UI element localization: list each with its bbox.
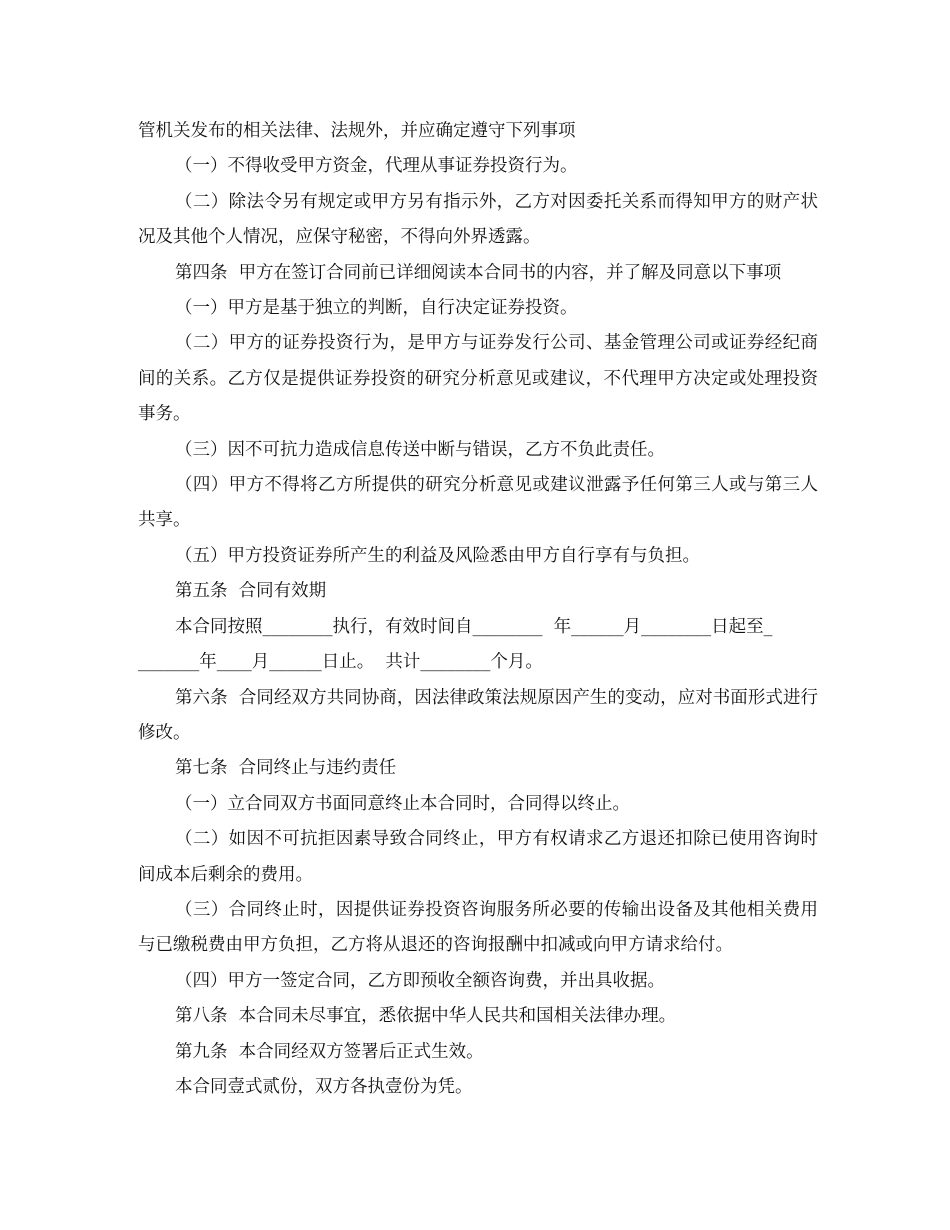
paragraph-profit-risk: （五）甲方投资证券所产生的利益及风险悉由甲方自行享有与负担。	[175, 545, 700, 566]
paragraph-mutual-termination: （一）立合同双方书面同意终止本合同时，合同得以终止。	[175, 793, 630, 814]
article-6-heading: 第六条 合同经双方共同协商，因法律政策法规原因产生的变动，应对书面形式进行修改。	[138, 687, 818, 743]
article-9-heading: 第九条 本合同经双方签署后正式生效。	[175, 1041, 484, 1062]
paragraph-independent-judgment: （一）甲方是基于独立的判断，自行决定证券投资。	[175, 298, 578, 319]
paragraph-prepaid-fee: （四）甲方一签定合同，乙方即预收全额咨询费，并出具收据。	[175, 970, 665, 991]
paragraph-force-majeure: （三）因不可抗力造成信息传送中断与错误，乙方不负此责任。	[175, 439, 665, 460]
paragraph-copies: 本合同壹式贰份，双方各执壹份为凭。	[175, 1076, 473, 1097]
paragraph-refund: （二）如因不可抗拒因素导致合同终止，甲方有权请求乙方退还扣除已使用咨询时间成本后剩余的费用。	[138, 829, 818, 885]
contract-body	[138, 114, 818, 1105]
paragraph-validity-start: 本合同按照________执行，有效时间自________ 年______月________日起至_	[175, 616, 773, 637]
paragraph-termination-costs: （三）合同终止时，因提供证券投资咨询服务所必要的传输出设备及其他相关费用与已缴税费由甲方负担，乙方将从退还的咨询报酬中扣减或向甲方请求给付。	[138, 899, 818, 956]
article-4-heading: 第四条 甲方在签订合同前已详细阅读本合同书的内容，并了解及同意以下事项	[175, 262, 782, 283]
article-8-heading: 第八条 本合同未尽事宜，悉依据中华人民共和国相关法律办理。	[175, 1006, 677, 1027]
paragraph-validity-end: _______年____月______日止。 共计________个月。	[138, 652, 543, 673]
paragraph-investment-relation: （二）甲方的证券投资行为，是甲方与证券发行公司、基金管理公司或证券经纪商间的关系。乙方仅是提供证券投资的研究分析意见或建议，不代理甲方决定或处理投资事务。	[138, 333, 818, 425]
paragraph-regulator-clause: 管机关发布的相关法律、法规外，并应确定遵守下列事项	[138, 121, 576, 141]
article-7-heading: 第七条 合同终止与违约责任	[175, 758, 397, 779]
paragraph-no-funds: （一）不得收受甲方资金，代理从事证券投资行为。	[175, 156, 578, 177]
article-5-heading: 第五条 合同有效期	[175, 581, 327, 602]
paragraph-no-disclosure: （四）甲方不得将乙方所提供的研究分析意见或建议泄露予任何第三人或与第三人共享。	[138, 475, 818, 531]
paragraph-confidentiality: （二）除法令另有规定或甲方另有指示外，乙方对因委托关系而得知甲方的财产状况及其他个人情况，应保守秘密，不得向外界透露。	[138, 191, 818, 248]
